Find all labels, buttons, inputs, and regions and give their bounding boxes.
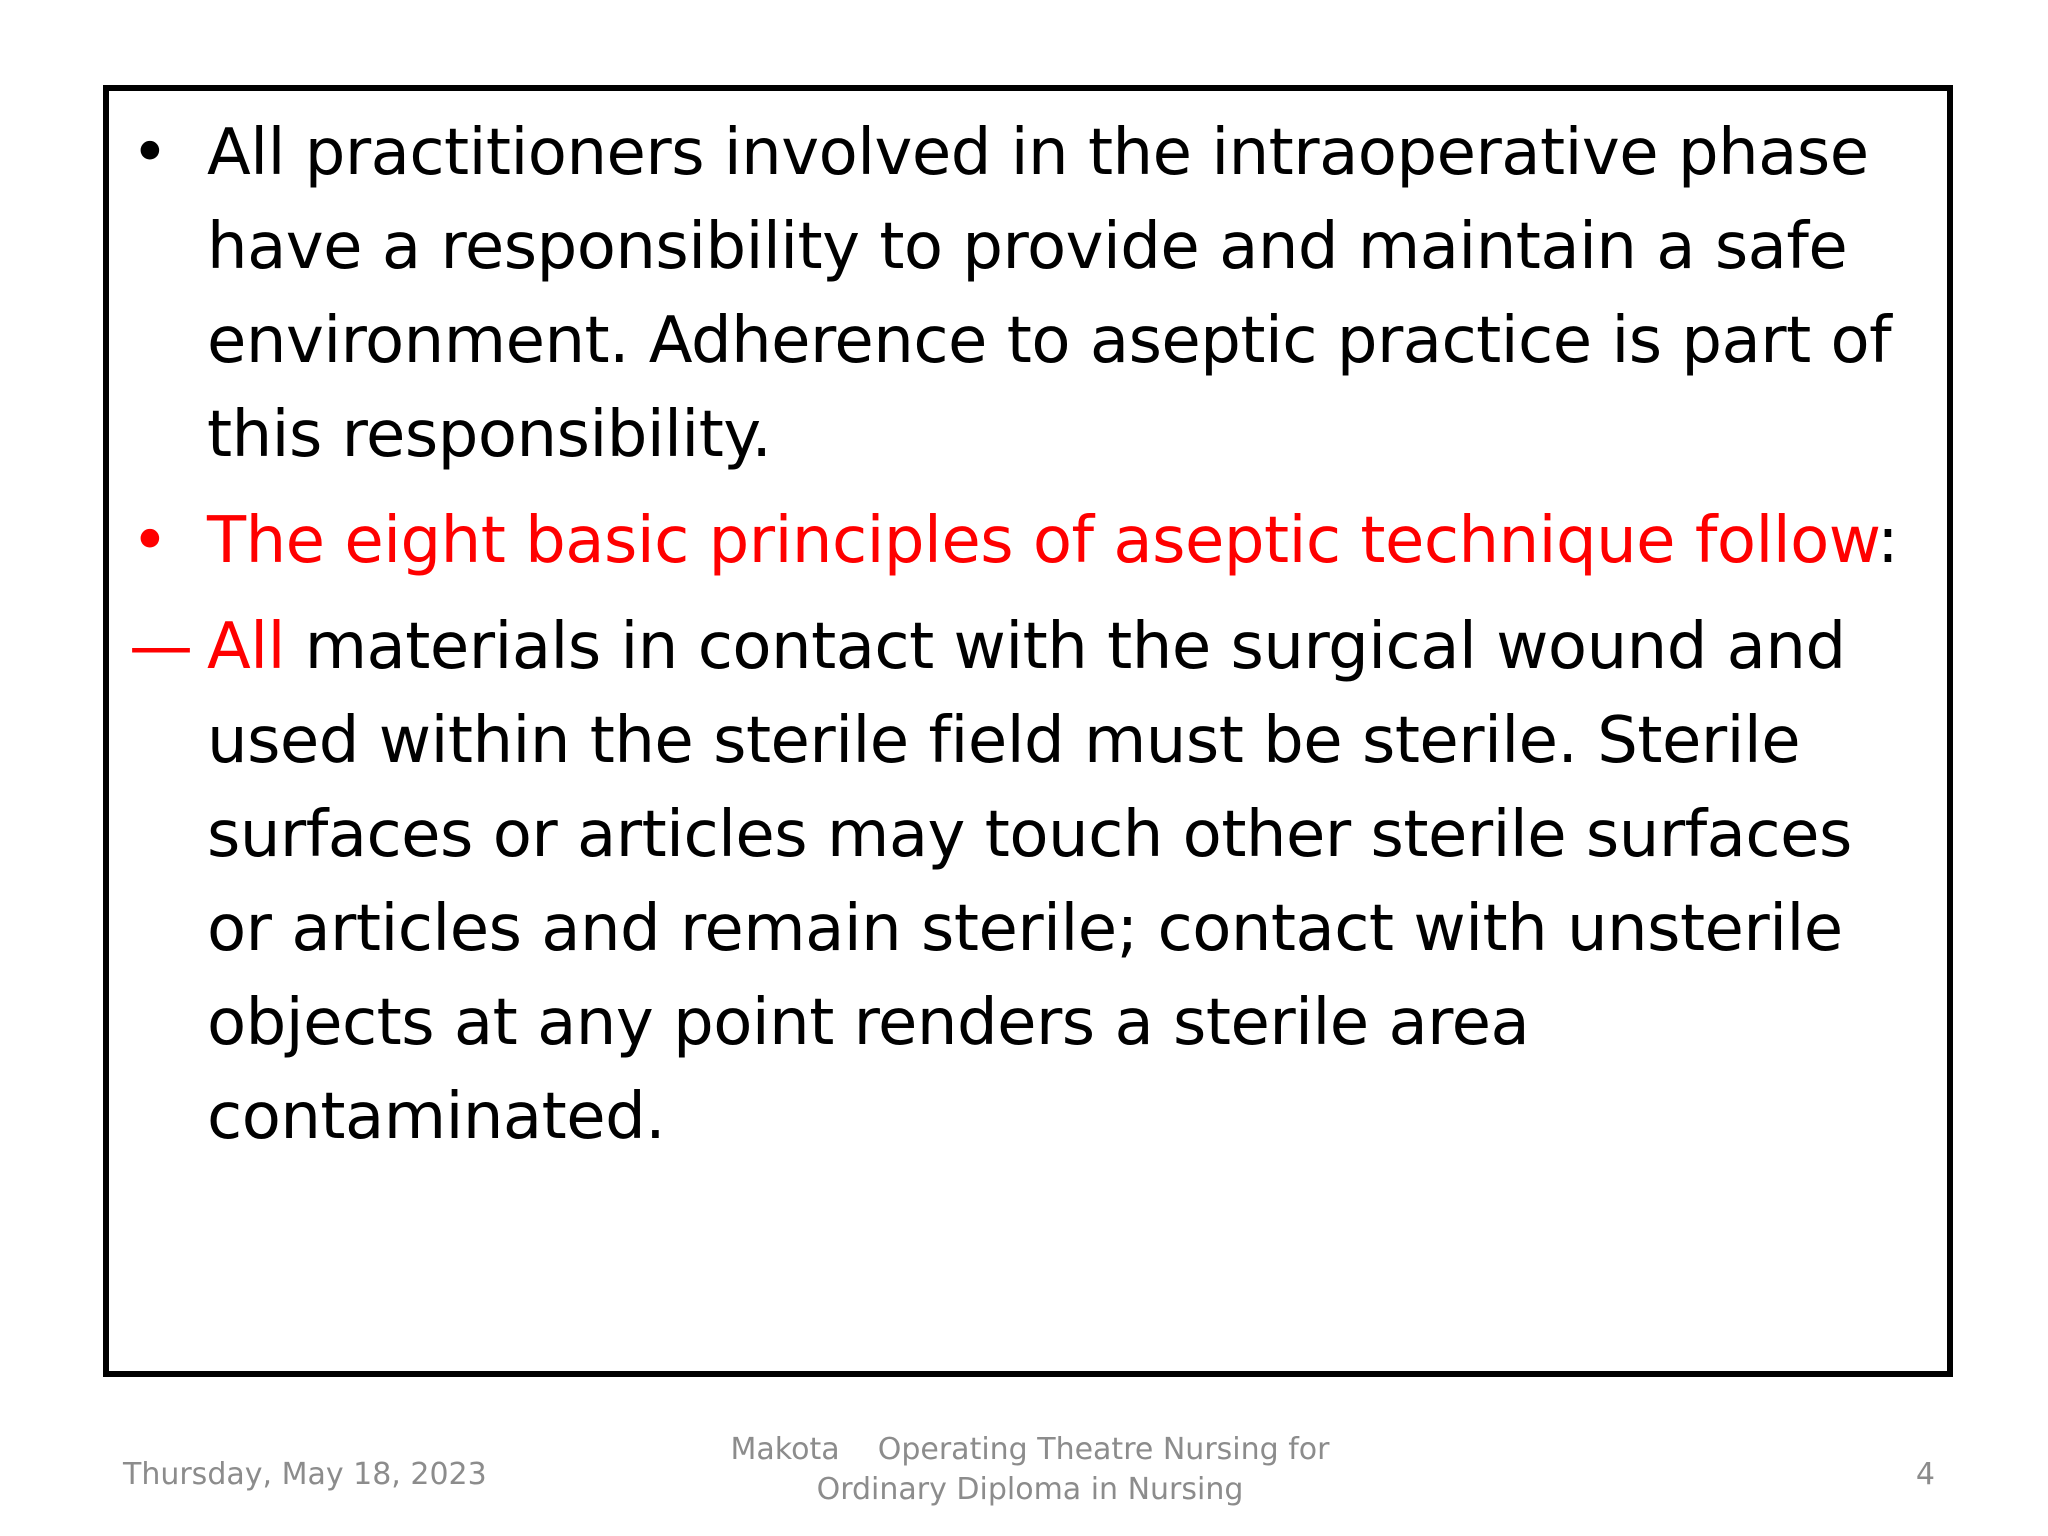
bullet-text-highlight: The eight basic principles of aseptic technique follow <box>207 504 1878 578</box>
dash-marker: — <box>129 610 193 684</box>
bullet-text: materials in contact with the surgical wound and used within the sterile field must be sterile. Sterile surfaces or articles may touch other sterile surfaces or articles and remain sterile; contact with unsterile objects at any point renders a sterile area contaminated. <box>207 610 1852 1154</box>
slide-content-box <box>103 85 1953 1377</box>
bullet-marker: • <box>131 504 169 578</box>
bullet-text: : <box>1877 504 1899 578</box>
bullet-item <box>109 106 1927 482</box>
bullet-item <box>109 494 1927 588</box>
bullet-marker: • <box>131 116 169 190</box>
sub-bullet-item <box>109 600 1927 1164</box>
footer-title <box>700 1430 1360 1510</box>
bullet-text-highlight: All <box>207 610 285 684</box>
footer-date: Thursday, May 18, 2023 <box>123 1457 487 1492</box>
footer-title-line: Ordinary Diploma in Nursing <box>816 1472 1244 1507</box>
bullet-text: All practitioners involved in the intraoperative phase have a responsibility to provide and maintain a safe environment. Adherence to aseptic practice is part of this responsibility. <box>207 116 1892 472</box>
bullet-list <box>109 91 1947 1371</box>
footer-title-line: Makota Operating Theatre Nursing for <box>730 1432 1330 1467</box>
page-number: 4 <box>1915 1457 1935 1492</box>
